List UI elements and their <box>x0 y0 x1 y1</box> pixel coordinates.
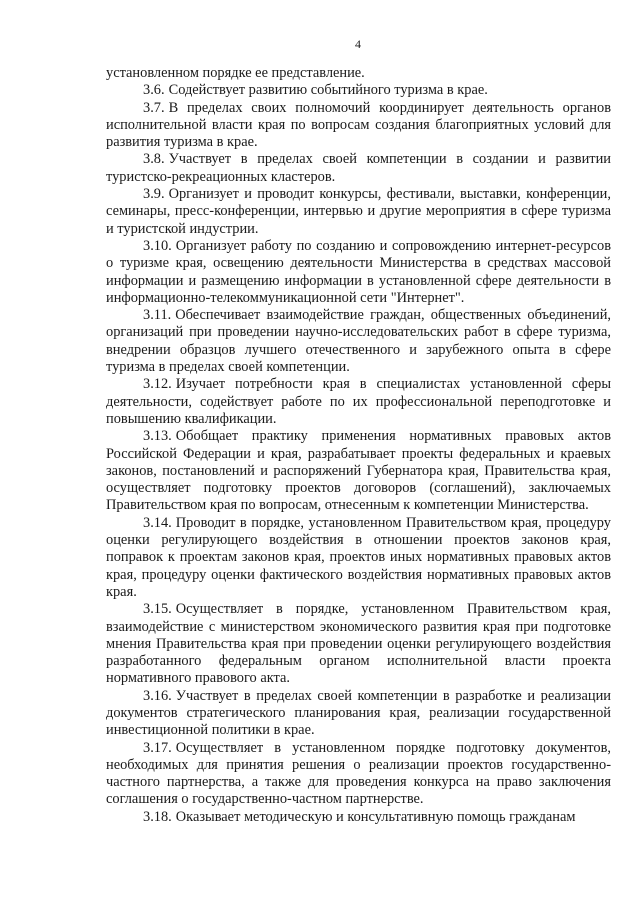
clause-number: 3.10. <box>143 237 172 254</box>
clause-text: Изучает потребности края в специалистах установленной сферы деятельности, содействует работе по их профессиональной переподготовке и повышению квалификации. <box>106 376 611 427</box>
page-number: 4 <box>355 37 361 51</box>
clause-paragraph <box>106 238 611 307</box>
clause-paragraph <box>106 151 611 186</box>
clause-number: 3.17. <box>143 739 172 756</box>
clause-number: 3.13. <box>143 428 172 445</box>
clause-paragraph <box>106 740 611 809</box>
clause-number: 3.16. <box>143 687 172 704</box>
clause-text: Содействует развитию событийного туризма в крае. <box>168 82 488 99</box>
clause-number: 3.8. <box>143 151 165 168</box>
clause-paragraph <box>106 428 611 514</box>
clause-paragraph <box>106 515 611 601</box>
clause-number: 3.9. <box>143 186 165 203</box>
clause-text: Обеспечивает взаимодействие граждан, общественных объединений, организаций при проведении научно-исследовательских работ в сфере туризма, внедрении образцов лучшего отечественного и зарубежного опыта в сфере туризма в пределах своей компетенции. <box>106 307 611 376</box>
clause-list <box>106 82 611 826</box>
clause-paragraph <box>106 376 611 428</box>
clause-paragraph <box>106 186 611 238</box>
clause-text: Обобщает практику применения нормативных правовых актов Российской Федерации и края, разрабатывает проекты федеральных и краевых законов, постановлений и распоряжений Губернатора края, Правительства края, осуществляет подготовку проектов договоров (соглашений), заключаемых Правительством края по вопросам, отнесенным к компетенции Министерства. <box>106 428 611 514</box>
clause-paragraph <box>106 809 611 826</box>
clause-text: Организует и проводит конкурсы, фестивали, выставки, конференции, семинары, пресс-конференции, интервью и другие мероприятия в сфере туризма и туристской индустрии. <box>106 186 611 237</box>
clause-text: Организует работу по созданию и сопровождению интернет-ресурсов о туризме края, освещению деятельности Министерства в средствах массовой информации и размещению информации в установленной сфере деятельности в информационно-телекоммуникационной сети "Интернет". <box>106 237 611 306</box>
clause-text: Осуществляет в порядке, установленном Правительством края, взаимодействие с министерством экономического развития края при подготовке мнения Правительства края при проведении оценки регулирующего воздействия разработанного федеральным органом исполнительной власти проекта нормативного правового акта. <box>106 601 611 687</box>
clause-number: 3.11. <box>143 307 172 324</box>
clause-paragraph <box>106 601 611 687</box>
clause-number: 3.6. <box>143 82 165 99</box>
clause-text: Участвует в пределах своей компетенции в разработке и реализации документов стратегического планирования края, реализации государственной инвестиционной политики в крае. <box>106 687 611 739</box>
clause-number: 3.12. <box>143 376 172 393</box>
clause-paragraph <box>106 307 611 376</box>
clause-paragraph <box>106 100 611 152</box>
clause-number: 3.7. <box>143 99 165 116</box>
clause-text: Осуществляет в установленном порядке подготовку документов, необходимых для принятия решения о реализации проектов государственно-частного партнерства, а также для проведения конкурса на право заключения соглашения о государственно-частном партнерстве. <box>106 739 611 808</box>
clause-number: 3.14. <box>143 514 172 531</box>
document-body <box>106 65 611 826</box>
clause-paragraph <box>106 688 611 740</box>
clause-number: 3.15. <box>143 601 172 618</box>
clause-text: Участвует в пределах своей компетенции в создании и развитии туристско-рекреационных кластеров. <box>106 151 611 185</box>
clause-text: Проводит в порядке, установленном Правительством края, процедуру оценки регулирующего воздействия в отношении проектов законов края, поправок к проектам законов края, проектов иных нормативных правовых актов края, процедуру оценки фактического воздействия нормативных правовых актов края. <box>106 514 611 600</box>
clause-text: В пределах своих полномочий координирует деятельность органов исполнительной власти края по вопросам создания благоприятных условий для развития туризма в крае. <box>106 99 611 151</box>
clause-paragraph <box>106 82 611 99</box>
clause-text: Оказывает методическую и консультативную помощь гражданам <box>175 808 576 825</box>
clause-number: 3.18. <box>143 808 172 825</box>
continuation-paragraph: установленном порядке ее представление. <box>106 65 365 81</box>
